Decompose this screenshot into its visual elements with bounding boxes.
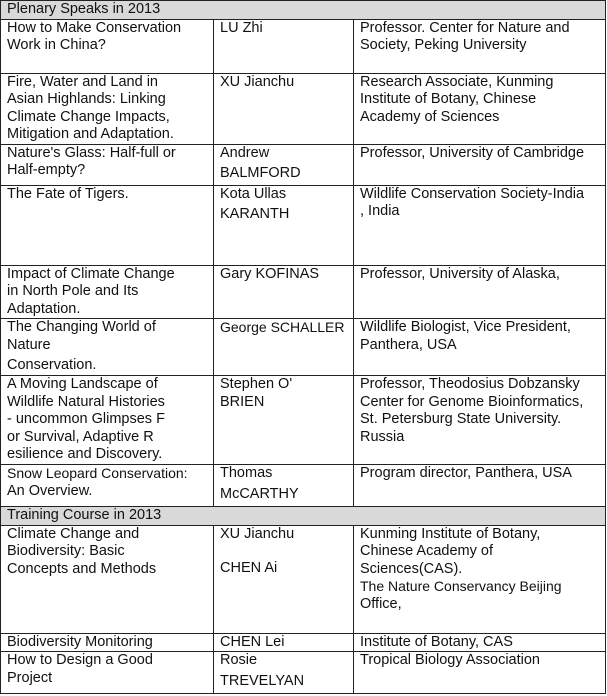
affiliation-cell: Professor, Theodosius Dobzansky Center for Genome Bioinformatics, St. Petersburg State University. Russia bbox=[354, 376, 606, 465]
table-row bbox=[1, 144, 606, 185]
affiliation-cell: Professor, University of Cambridge bbox=[354, 144, 606, 185]
table-row bbox=[1, 319, 606, 376]
table-row bbox=[1, 633, 606, 652]
speaker-cell: Stephen O' BRIEN bbox=[214, 376, 354, 465]
speaker-cell: XU Jianchu bbox=[214, 73, 354, 144]
speaker-cell: Rosie TREVELYAN bbox=[214, 652, 354, 694]
table-row bbox=[1, 73, 606, 144]
speaker-cell: Thomas McCARTHY bbox=[214, 465, 354, 507]
speaker-cell: Andrew BALMFORD bbox=[214, 144, 354, 185]
affiliation-cell: Professor, University of Alaska, bbox=[354, 265, 606, 319]
table-row bbox=[1, 376, 606, 465]
affiliation-cell: Program director, Panthera, USA bbox=[354, 465, 606, 507]
topic-cell: How to Make Conservation Work in China? bbox=[1, 19, 214, 73]
topic-cell: How to Design a Good Project bbox=[1, 652, 214, 694]
topic-cell: The Changing World of Nature Conservation. bbox=[1, 319, 214, 376]
speaker-cell: Kota Ullas KARANTH bbox=[214, 185, 354, 265]
topic-cell: Biodiversity Monitoring bbox=[1, 633, 214, 652]
topic-cell: Fire, Water and Land in Asian Highlands: Linking Climate Change Impacts, Mitigation and Adaptation. bbox=[1, 73, 214, 144]
section-title: Plenary Speaks in 2013 bbox=[1, 1, 606, 20]
affiliation-cell: Professor. Center for Nature and Society, Peking University bbox=[354, 19, 606, 73]
topic-cell: The Fate of Tigers. bbox=[1, 185, 214, 265]
table-row bbox=[1, 465, 606, 507]
topic-cell: Snow Leopard Conservation: An Overview. bbox=[1, 465, 214, 507]
affiliation-cell: Kunming Institute of Botany, Chinese Academy of Sciences(CAS). The Nature Conservancy Beijing Office, bbox=[354, 525, 606, 633]
affiliation-cell: Tropical Biology Association bbox=[354, 652, 606, 694]
table-row bbox=[1, 265, 606, 319]
table-row bbox=[1, 185, 606, 265]
speaker-cell: George SCHALLER bbox=[214, 319, 354, 376]
speaker-cell: XU Jianchu CHEN Ai bbox=[214, 525, 354, 633]
table-row bbox=[1, 652, 606, 694]
speaker-cell: CHEN Lei bbox=[214, 633, 354, 652]
section-title: Training Course in 2013 bbox=[1, 507, 606, 526]
speaker-cell: LU Zhi bbox=[214, 19, 354, 73]
affiliation-cell: Institute of Botany, CAS bbox=[354, 633, 606, 652]
table-row bbox=[1, 19, 606, 73]
section-header-row bbox=[1, 507, 606, 526]
topic-cell: A Moving Landscape of Wildlife Natural Histories - uncommon Glimpses F or Survival, Adaptive R esilience and Discovery. bbox=[1, 376, 214, 465]
affiliation-cell: Research Associate, Kunming Institute of Botany, Chinese Academy of Sciences bbox=[354, 73, 606, 144]
affiliation-cell: Wildlife Conservation Society-India , India bbox=[354, 185, 606, 265]
affiliation-cell: Wildlife Biologist, Vice President, Panthera, USA bbox=[354, 319, 606, 376]
topic-cell: Nature's Glass: Half-full or Half-empty? bbox=[1, 144, 214, 185]
topic-cell: Climate Change and Biodiversity: Basic Concepts and Methods bbox=[1, 525, 214, 633]
speaker-cell: Gary KOFINAS bbox=[214, 265, 354, 319]
topic-cell: Impact of Climate Change in North Pole and Its Adaptation. bbox=[1, 265, 214, 319]
section-header-row bbox=[1, 1, 606, 20]
table-row bbox=[1, 525, 606, 633]
